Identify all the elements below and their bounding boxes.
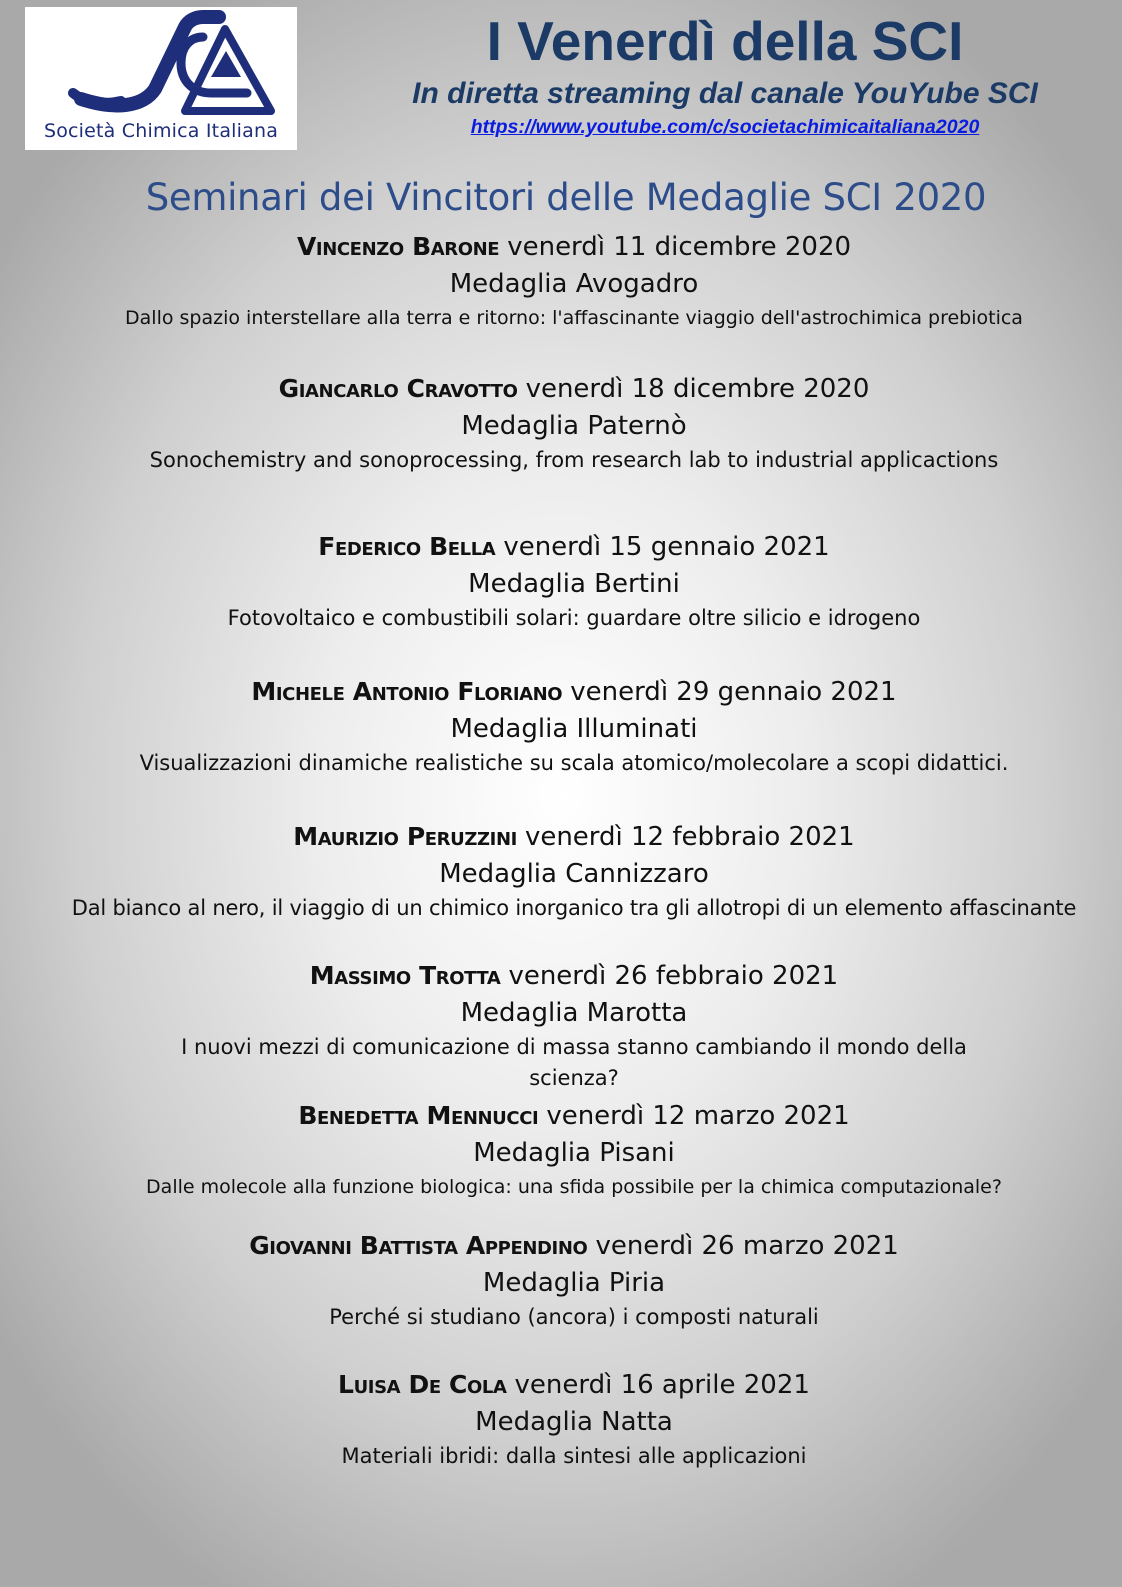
medal-name: Medaglia Piria (482, 1268, 666, 1298)
speaker-name: Michele Antonio Floriano (251, 677, 563, 706)
speaker-name: Giovanni Battista Appendino (249, 1231, 588, 1260)
speaker-line (20, 1367, 1122, 1403)
medal-name: Medaglia Marotta (460, 998, 688, 1028)
talk-title: I nuovi mezzi di comunicazione di massa stanno cambiando il mondo della scienza? (181, 1035, 967, 1090)
seminar-date: venerdì 29 gennaio 2021 (570, 677, 897, 707)
speaker-line (20, 371, 1122, 407)
seminar-entry (20, 529, 1122, 634)
medal-name: Medaglia Avogadro (449, 269, 699, 299)
seminar-date: venerdì 11 dicembre 2020 (507, 232, 852, 262)
talk-title: Perché si studiano (ancora) i composti naturali (329, 1305, 819, 1329)
medal-name: Medaglia Pisani (473, 1138, 675, 1168)
page-title: I Venerdì della SCI (486, 10, 964, 72)
seminar-entry (20, 1228, 1122, 1333)
speaker-name: Giancarlo Cravotto (278, 374, 518, 403)
speaker-line (20, 674, 1122, 710)
speaker-line (20, 229, 1122, 265)
speaker-name: Luisa De Cola (338, 1370, 507, 1399)
talk-title: Materiali ibridi: dalla sintesi alle applicazioni (341, 1444, 807, 1468)
sci-logo (25, 7, 297, 150)
medal-name: Medaglia Natta (475, 1407, 673, 1437)
speaker-name: Federico Bella (318, 532, 496, 561)
talk-title: Dal bianco al nero, il viaggio di un chimico inorganico tra gli allotropi di un elemento affascinante (71, 896, 1077, 920)
seminar-date: venerdì 26 marzo 2021 (595, 1231, 899, 1261)
medal-name: Medaglia Cannizzaro (439, 859, 709, 889)
seminar-date: venerdì 18 dicembre 2020 (525, 374, 870, 404)
speaker-name: Maurizio Peruzzini (293, 822, 517, 851)
seminar-entry (20, 1098, 1122, 1203)
medal-name: Medaglia Bertini (468, 569, 680, 599)
seminar-entry (20, 229, 1122, 334)
speaker-line (20, 529, 1122, 565)
seminar-entry (20, 819, 1122, 924)
sci-logo-icon (25, 7, 297, 122)
seminar-entry (20, 1367, 1122, 1472)
speaker-name: Benedetta Mennucci (298, 1101, 539, 1130)
section-title: Seminari dei Vincitori delle Medaglie SCI 2020 (145, 176, 987, 219)
talk-title: Fotovoltaico e combustibili solari: guardare oltre silicio e idrogeno (227, 606, 921, 630)
talk-title: Dalle molecole alla funzione biologica: una sfida possibile per la chimica computazionale? (146, 1176, 1002, 1198)
medal-name: Medaglia Paternò (461, 411, 687, 441)
talk-title: Dallo spazio interstellare alla terra e ritorno: l'affascinante viaggio dell'astrochimica prebiotica (125, 307, 1023, 329)
seminar-entry (20, 674, 1122, 779)
speaker-line (20, 958, 1122, 994)
seminar-date: venerdì 26 febbraio 2021 (508, 961, 839, 991)
talk-title: Visualizzazioni dinamiche realistiche su scala atomico/molecolare a scopi didattici. (139, 751, 1009, 775)
speaker-line (20, 1098, 1122, 1134)
logo-label: Società Chimica Italiana (43, 120, 279, 142)
speaker-line (20, 819, 1122, 855)
talk-title: Sonochemistry and sonoprocessing, from research lab to industrial applicactions (149, 448, 999, 472)
page-subtitle: In diretta streaming dal canale YouYube SCI (412, 77, 1038, 110)
youtube-link[interactable]: https://www.youtube.com/c/societachimicaitaliana2020 (470, 116, 980, 138)
seminar-date: venerdì 15 gennaio 2021 (503, 532, 830, 562)
speaker-name: Massimo Trotta (309, 961, 501, 990)
seminar-date: venerdì 16 aprile 2021 (514, 1370, 810, 1400)
medal-name: Medaglia Illuminati (450, 714, 698, 744)
speaker-line (20, 1228, 1122, 1264)
speaker-name: Vincenzo Barone (296, 232, 500, 261)
seminar-entry (20, 371, 1122, 476)
seminar-entry (20, 958, 1122, 1094)
seminar-date: venerdì 12 febbraio 2021 (524, 822, 855, 852)
seminar-date: venerdì 12 marzo 2021 (546, 1101, 850, 1131)
